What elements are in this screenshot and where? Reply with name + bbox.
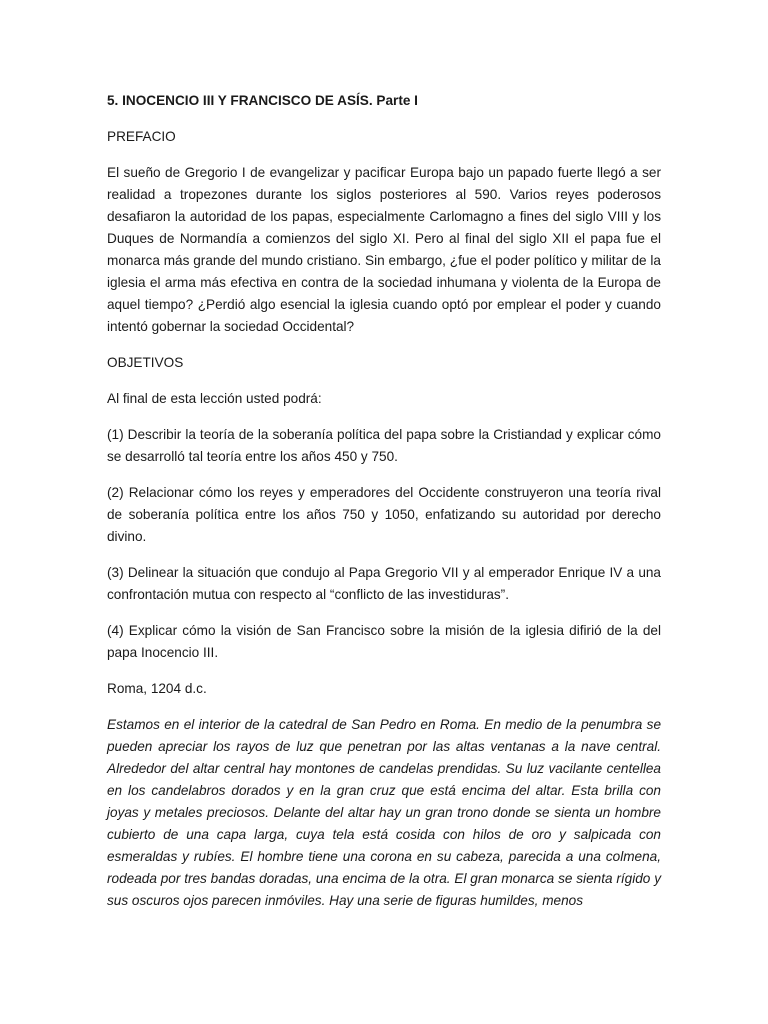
narrative-paragraph: Estamos en el interior de la catedral de San Pedro en Roma. En medio de la penumbra se pueden apreciar los rayos de luz que penetran por las altas ventanas a la nave central. Alrededor del altar central hay montones de candelas prendidas. Su luz vacilante centellea en los candelabros dorados y en la gran cruz que está encima del altar. Esta brilla con joyas y metales preciosos. Delante del altar hay un gran trono donde se sienta un hombre cubierto de una capa larga, cuya tela está cosida con hilos de oro y salpicada con esmeraldas y rubíes. El hombre tiene una corona en su cabeza, parecida a una colmena, rodeada por tres bandas doradas, una encima de la otra. El gran monarca se sienta rígido y sus oscuros ojos parecen inmóviles. Hay una serie de figuras humildes, menos: [107, 717, 661, 908]
objectives-intro: Al final de esta lección usted podrá:: [107, 391, 322, 406]
objective-item-3: (3) Delinear la situación que condujo al Papa Gregorio VII y al emperador Enrique IV a una confrontación mutua con respecto al “conflicto de las investiduras”.: [107, 565, 661, 602]
objective-item-2: (2) Relacionar cómo los reyes y emperadores del Occidente construyeron una teoría rival de soberanía política entre los años 750 y 1050, enfatizando su autoridad por derecho divino.: [107, 485, 661, 544]
preface-paragraph: El sueño de Gregorio I de evangelizar y pacificar Europa bajo un papado fuerte llegó a ser realidad a tropezones durante los siglos posteriores al 590. Varios reyes poderosos desafiaron la autoridad de los papas, especialmente Carlomagno a fines del siglo VIII y los Duques de Normandía a comienzos del siglo XI. Pero al final del siglo XII el papa fue el monarca más grande del mundo cristiano. Sin embargo, ¿fue el poder político y militar de la iglesia el arma más efectiva en contra de la sociedad inhumana y violenta de la Europa de aquel tiempo? ¿Perdió algo esencial la iglesia cuando optó por emplear el poder y cuando intentó gobernar la sociedad Occidental?: [107, 165, 661, 334]
objective-item-1: (1) Describir la teoría de la soberanía política del papa sobre la Cristiandad y explicar cómo se desarrolló tal teoría entre los años 450 y 750.: [107, 427, 661, 464]
objective-item-4: (4) Explicar cómo la visión de San Francisco sobre la misión de la iglesia difirió de la del papa Inocencio III.: [107, 623, 661, 660]
preface-heading: PREFACIO: [107, 129, 176, 144]
objectives-heading: OBJETIVOS: [107, 355, 184, 370]
document-page: [107, 90, 661, 926]
place-date: Roma, 1204 d.c.: [107, 681, 207, 696]
document-title: 5. INOCENCIO III Y FRANCISCO DE ASÍS. Parte I: [107, 93, 418, 108]
